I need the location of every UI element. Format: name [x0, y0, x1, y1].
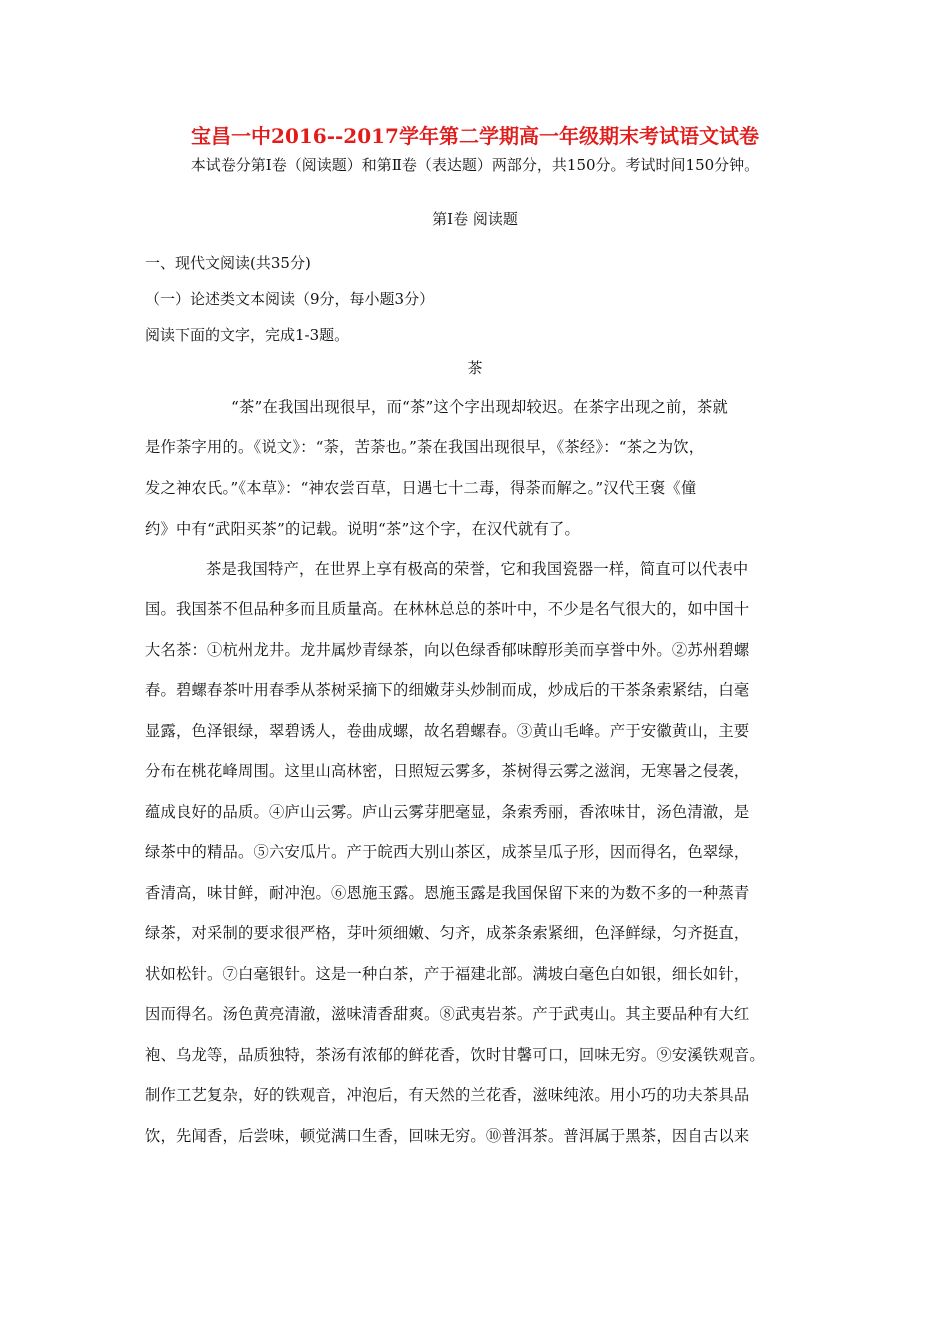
- paragraph-line: 茶是我国特产，在世界上享有极高的荣誉，它和我国瓷器一样，简直可以代表中: [206, 560, 749, 578]
- section-heading: 一、现代文阅读(共35分): [145, 254, 311, 272]
- paragraph-line: 春。碧螺春茶叶用春季从茶树采摘下的细嫩芽头炒制而成，炒成后的干茶条索紧结，白毫: [145, 681, 750, 699]
- paragraph-line: 大名茶：①杭州龙井。龙井属炒青绿茶，向以色绿香郁味醇形美而享誉中外。②苏州碧螺: [145, 641, 750, 659]
- instruction-text: 阅读下面的文字，完成1-3题。: [145, 326, 350, 344]
- paragraph-line: “茶”在我国出现很早，而“茶”这个字出现却较迟。在茶字出现之前，茶就: [231, 398, 728, 416]
- paragraph-line: 显露，色泽银绿，翠碧诱人，卷曲成螺，故名碧螺春。③黄山毛峰。产于安徽黄山，主要: [145, 722, 750, 740]
- paragraph-line: 饮，先闻香，后尝味，顿觉满口生香，回味无穷。⑩普洱茶。普洱属于黑茶，因自古以来: [145, 1127, 750, 1145]
- paragraph-line: 状如松针。⑦白毫银针。这是一种白茶，产于福建北部。满坡白毫色白如银，细长如针，: [145, 965, 750, 983]
- exam-title: 宝昌一中2016--2017学年第二学期高一年级期末考试语文试卷: [191, 124, 759, 148]
- paragraph-line: 发之神农氏。”《本草》：“神农尝百草，日遇七十二毒，得荼而解之。”汉代王褒《僮: [145, 479, 697, 497]
- part-heading: 第Ⅰ卷 阅读题: [432, 210, 518, 228]
- paragraph-line: 蕴成良好的品质。④庐山云雾。庐山云雾芽肥毫显，条索秀丽，香浓味甘，汤色清澈，是: [145, 803, 750, 821]
- paragraph-line: 香清高，味甘鲜，耐冲泡。⑥恩施玉露。恩施玉露是我国保留下来的为数不多的一种蒸青: [145, 884, 750, 902]
- paragraph-line: 分布在桃花峰周围。这里山高林密，日照短云雾多，茶树得云雾之滋润，无寒暑之侵袭，: [145, 762, 750, 780]
- paragraph-line: 因而得名。汤色黄亮清澈，滋味清香甜爽。⑧武夷岩茶。产于武夷山。其主要品种有大红: [145, 1005, 750, 1023]
- paragraph-line: 制作工艺复杂，好的铁观音，冲泡后，有天然的兰花香，滋味纯浓。用小巧的功夫茶具品: [145, 1086, 750, 1104]
- paragraph-line: 绿茶中的精品。⑤六安瓜片。产于皖西大别山茶区，成茶呈瓜子形，因而得名，色翠绿，: [145, 843, 750, 861]
- subsection-heading: （一）论述类文本阅读（9分，每小题3分）: [145, 290, 435, 308]
- paragraph-line: 国。我国茶不但品种多而且质量高。在林林总总的茶叶中，不少是名气很大的，如中国十: [145, 600, 750, 618]
- paragraph-line: 约》中有“武阳买茶”的记载。说明“茶”这个字，在汉代就有了。: [145, 520, 581, 538]
- exam-intro: 本试卷分第Ⅰ卷（阅读题）和第Ⅱ卷（表达题）两部分，共150分。考试时间150分钟。: [190, 156, 760, 174]
- paragraph-line: 绿茶，对采制的要求很严格，芽叶须细嫩、匀齐，成茶条索紧细，色泽鲜绿，匀齐挺直，: [145, 924, 750, 942]
- paragraph-line: 袍、乌龙等，品质独特，茶汤有浓郁的鲜花香，饮时甘馨可口，回味无穷。⑨安溪铁观音。: [145, 1046, 765, 1064]
- article-title: 茶: [467, 359, 483, 377]
- paragraph-line: 是作荼字用的。《说文》：“荼，苦荼也。”荼在我国出现很早，《茶经》：“茶之为饮，: [145, 438, 705, 456]
